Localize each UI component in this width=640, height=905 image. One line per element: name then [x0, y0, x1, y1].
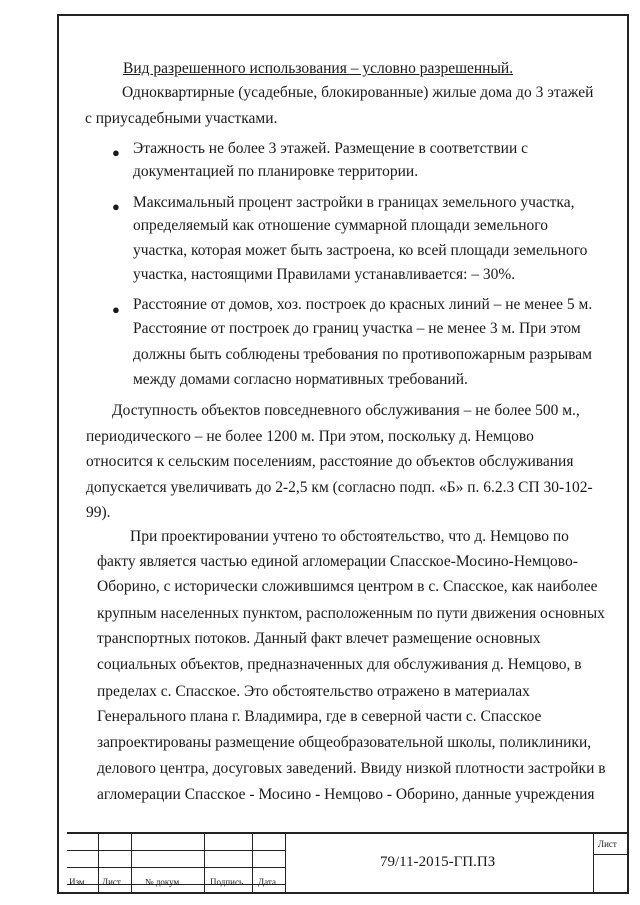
paragraph-line: социальных объектов, предназначенных для обслуживания д. Немцово, в: [97, 656, 582, 673]
stamp-sheet-label: Лист: [598, 839, 617, 849]
bullet-line: участка, настоящими Правилами устанавливается: – 30%.: [133, 266, 516, 283]
paragraph-line: При проектировании учтено то обстоятельство, что д. Немцово по: [130, 528, 569, 545]
bullet-icon: ●: [112, 302, 120, 317]
stamp-row-line: [67, 850, 285, 851]
stamp-izm-label: Изм.: [69, 877, 87, 887]
paragraph-line: Генерального плана г. Владимира, где в северной части с. Спасское: [97, 708, 542, 725]
bullet-icon: ●: [112, 145, 120, 160]
paragraph-line: пределах с. Спасское. Это обстоятельство отражено в материалах: [97, 683, 530, 700]
paragraph-line: 99).: [86, 504, 111, 521]
stamp-divider: [285, 834, 286, 894]
paragraph-line: факту является частью единой агломерации Спасское-Мосино-Немцово-: [97, 553, 578, 570]
paragraph-line: Доступность объектов повседневного обслуживания – не более 500 м.,: [112, 402, 580, 419]
bullet-line: Максимальный процент застройки в границах земельного участка,: [133, 194, 575, 211]
title-block: [67, 832, 629, 894]
paragraph-line: запроектированы размещение общеобразовательной школы, поликлиники,: [97, 734, 592, 751]
paragraph-line: транспортных потоков. Данный факт влечет размещение основных: [97, 630, 541, 647]
bullet-line: Расстояние от домов, хоз. построек до красных линий – не менее 5 м.: [133, 296, 593, 313]
paragraph-line: периодического – не более 1200 м. При этом, поскольку д. Немцово: [86, 428, 534, 445]
stamp-divider: [252, 834, 253, 894]
bullet-line: Этажность не более 3 этажей. Размещение в соответствии с: [133, 140, 528, 157]
stamp-row-line: [593, 854, 629, 855]
paragraph-line: делового центра, досуговых заведений. Ввиду низкой плотности застройки в: [97, 760, 606, 777]
bullet-line: Расстояние от построек до границ участка – не менее 3 м. При этом: [133, 320, 581, 337]
section-heading: Вид разрешенного использования – условно разрешенный.: [123, 60, 514, 77]
document-number: 79/11-2015-ГП.ПЗ: [380, 854, 496, 870]
stamp-divider: [204, 834, 205, 894]
intro-line: Одноквартирные (усадебные, блокированные) жилые дома до 3 этажей: [122, 84, 594, 101]
stamp-ndoc-label: № докум.: [145, 877, 182, 887]
stamp-date-label: Дата: [258, 877, 276, 887]
stamp-list-label: Лист: [102, 877, 121, 887]
paragraph-line: агломерации Спасское - Мосино - Немцово - Оборино, данные учреждения: [97, 786, 595, 803]
stamp-signature-label: Подпись: [210, 877, 244, 887]
stamp-divider: [98, 834, 99, 894]
bullet-line: определяемый как отношение суммарной площади земельного: [133, 217, 548, 234]
bullet-line: участка, которая может быть застроена, ко всей площади земельного: [133, 242, 588, 259]
paragraph-line: крупным населенных пунктом, расположенным по пути движения основных: [97, 605, 605, 622]
intro-line: с приусадебными участками.: [85, 110, 278, 127]
stamp-divider: [593, 834, 594, 894]
bullet-line: должны быть соблюдены требования по противопожарным разрывам: [133, 346, 592, 363]
stamp-row-line: [67, 867, 285, 868]
bullet-icon: ●: [112, 199, 120, 214]
bullet-line: между домами согласно нормативных требований.: [133, 371, 468, 388]
stamp-divider: [131, 834, 132, 894]
bullet-line: документацией по планировке территории.: [133, 163, 419, 180]
paragraph-line: относится к сельским поселениям, расстояние до объектов обслуживания: [86, 453, 574, 470]
paragraph-line: допускается увеличивать до 2-2,5 км (согласно подп. «Б» п. 6.2.3 СП 30-102-: [86, 479, 593, 496]
paragraph-line: Оборино, с исторически сложившимся центром в с. Спасское, как наиболее: [97, 578, 598, 595]
